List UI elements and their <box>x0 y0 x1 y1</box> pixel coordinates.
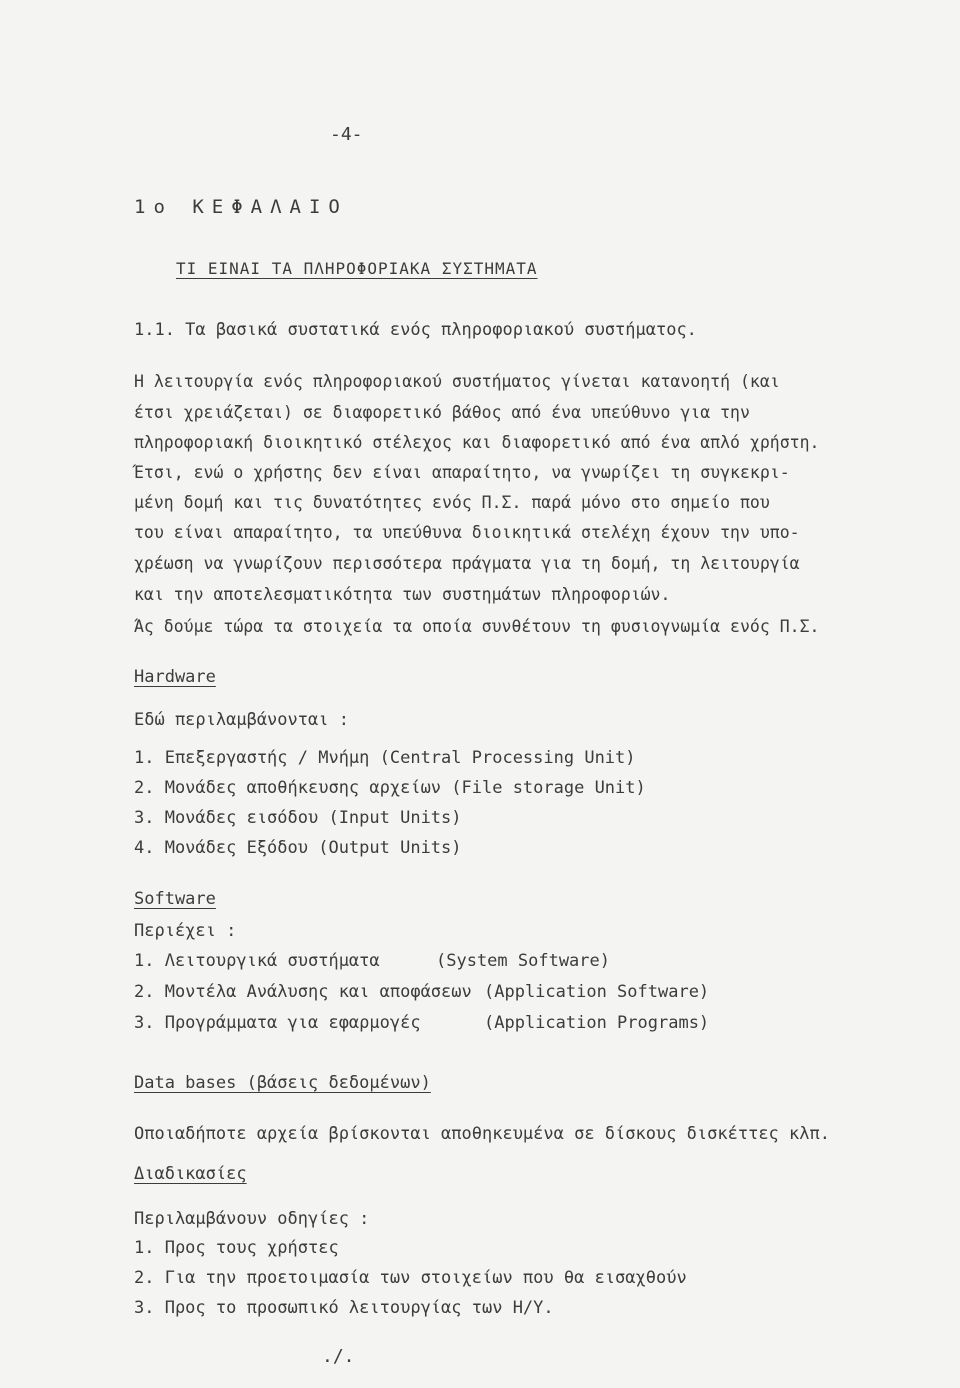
chapter-heading: 1ο ΚΕΦΑΛΑΙΟ <box>134 196 348 218</box>
software-item-label: 3. Προγράμματα για εφαρμογές <box>134 1013 421 1033</box>
databases-heading: Data bases (βάσεις δεδομένων) <box>134 1073 431 1093</box>
hardware-intro: Εδώ περιλαμβάνονται : <box>134 710 349 730</box>
software-item-label: 2. Μοντέλα Ανάλυσης και αποφάσεων <box>134 982 472 1002</box>
procedures-item: 2. Για την προετοιμασία των στοιχείων που θα εισαχθούν <box>134 1268 687 1288</box>
intro-line: Η λειτουργία ενός πληροφοριακού συστήματος γίνεται κατανοητή (και <box>134 372 780 391</box>
intro-line: και την αποτελεσματικότητα των συστημάτων πληροφοριών. <box>134 585 671 604</box>
hardware-item: 3. Μονάδες εισόδου (Input Units) <box>134 808 462 828</box>
procedures-item: 3. Προς το προσωπικό λειτουργίας των Η/Υ. <box>134 1298 554 1318</box>
software-item-label: 1. Λειτουργικά συστήματα <box>134 951 380 971</box>
databases-text: Οποιαδήποτε αρχεία βρίσκονται αποθηκευμένα σε δίσκους δισκέττες κλπ. <box>134 1124 830 1144</box>
chapter-title: ΤΙ ΕΙΝΑΙ ΤΑ ΠΛΗΡΟΦΟΡΙΑΚΑ ΣΥΣΤΗΜΑΤΑ <box>176 259 538 278</box>
software-intro: Περιέχει : <box>134 921 237 941</box>
intro-line: πληροφοριακή διοικητικό στέλεχος και διαφορετικό από ένα απλό χρήστη. <box>134 433 820 452</box>
intro-line: Άς δούμε τώρα τα στοιχεία τα οποία συνθέτουν τη φυσιογνωμία ενός Π.Σ. <box>134 617 820 636</box>
intro-line: μένη δομή και τις δυνατότητες ενός Π.Σ. παρά μόνο στο σημείο που <box>134 493 770 512</box>
software-item-english: (System Software) <box>436 951 610 971</box>
intro-line: χρέωση να γνωρίζουν περισσότερα πράγματα για τη δομή, τη λειτουργία <box>134 554 800 573</box>
software-heading: Software <box>134 889 216 909</box>
page-continuation-mark: ./. <box>322 1346 355 1367</box>
hardware-item: 4. Μονάδες Εξόδου (Output Units) <box>134 838 462 858</box>
intro-line: του είναι απαραίτητο, τα υπεύθυνα διοικητικά στελέχη έχουν την υπο- <box>134 523 800 542</box>
section-heading: 1.1. Τα βασικά συστατικά ενός πληροφοριακού συστήματος. <box>134 320 697 340</box>
hardware-heading: Hardware <box>134 667 216 687</box>
software-item-english: (Application Programs) <box>484 1013 710 1033</box>
procedures-intro: Περιλαμβάνουν οδηγίες : <box>134 1209 370 1229</box>
procedures-heading: Διαδικασίες <box>134 1164 247 1184</box>
software-item-english: (Application Software) <box>484 982 710 1002</box>
procedures-item: 1. Προς τους χρήστες <box>134 1238 339 1258</box>
intro-line: Έτσι, ενώ ο χρήστης δεν είναι απαραίτητο, να γνωρίζει τη συγκεκρι- <box>134 463 790 482</box>
intro-line: έτσι χρειάζεται) σε διαφορετικό βάθος από ένα υπεύθυνο για την <box>134 403 750 422</box>
hardware-item: 2. Μονάδες αποθήκευσης αρχείων (File storage Unit) <box>134 778 646 798</box>
hardware-item: 1. Επεξεργαστής / Μνήμη (Central Processing Unit) <box>134 748 636 768</box>
page-number: -4- <box>330 124 363 145</box>
